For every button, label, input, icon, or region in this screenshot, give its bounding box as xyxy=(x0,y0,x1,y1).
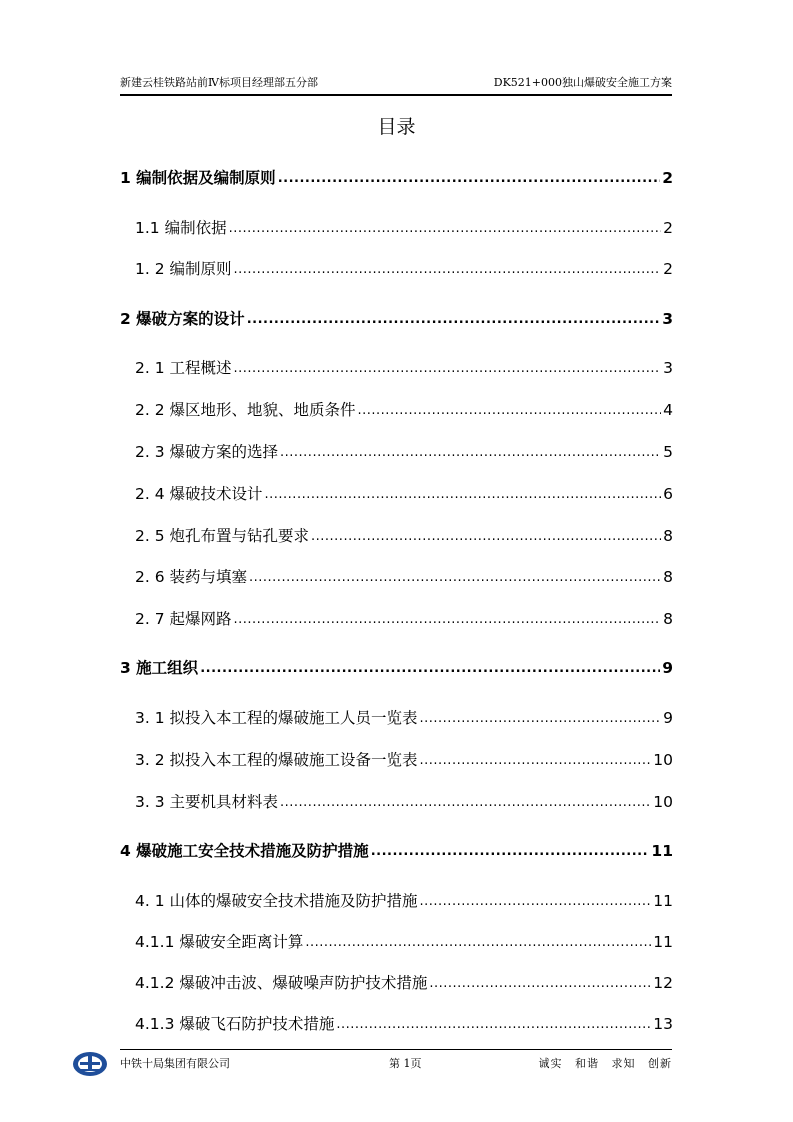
footer-motto: 诚实 和谐 求知 创新 xyxy=(538,1057,672,1070)
toc-entry[interactable] xyxy=(120,652,673,678)
toc-entry-page: 2 xyxy=(663,260,673,278)
toc-leader-dots xyxy=(265,486,662,504)
header-rule xyxy=(120,94,672,96)
toc-entry-title: 2 爆破方案的设计 xyxy=(120,310,245,328)
toc-entry-title: 1.1 编制依据 xyxy=(135,219,227,237)
toc-entry-page: 8 xyxy=(663,568,673,586)
toc-entry-title: 2. 2 爆区地形、地貌、地质条件 xyxy=(135,401,356,419)
toc-entry[interactable] xyxy=(135,394,673,420)
toc-entry-title: 2. 3 爆破方案的选择 xyxy=(135,443,279,461)
toc-leader-dots xyxy=(234,360,662,378)
toc-entry-page: 2 xyxy=(662,169,673,187)
toc-entry-page: 10 xyxy=(653,751,673,769)
toc-entry[interactable] xyxy=(135,478,673,504)
toc-entry-title: 3. 3 主要机具材料表 xyxy=(135,793,279,811)
toc-entry[interactable] xyxy=(120,162,673,188)
toc-entry-page: 2 xyxy=(663,219,673,237)
toc-entry-title: 1 编制依据及编制原则 xyxy=(120,169,276,187)
toc-entry-title: 4.1.2 爆破冲击波、爆破噪声防护技术措施 xyxy=(135,974,428,992)
toc-leader-dots xyxy=(200,660,660,678)
toc-entry-page: 10 xyxy=(653,793,673,811)
toc-leader-dots xyxy=(420,710,662,728)
toc-entry-title: 2. 4 爆破技术设计 xyxy=(135,485,263,503)
toc-leader-dots xyxy=(234,611,662,629)
toc-entry-title: 2. 1 工程概述 xyxy=(135,359,232,377)
header-left-text: 新建云桂铁路站前Ⅳ标项目经理部五分部 xyxy=(120,76,318,89)
toc-entry[interactable] xyxy=(135,744,673,770)
toc-entry-page: 8 xyxy=(663,610,673,628)
toc-entry-page: 8 xyxy=(663,527,673,545)
toc-entry[interactable] xyxy=(135,603,673,629)
page-header xyxy=(120,68,672,92)
footer-company: 中铁十局集团有限公司 xyxy=(120,1057,230,1070)
toc-leader-dots xyxy=(247,311,661,329)
toc-entry[interactable] xyxy=(135,885,673,911)
toc-entry[interactable] xyxy=(135,1008,673,1034)
toc-entry-page: 13 xyxy=(653,1015,673,1033)
footer-page-number: 第 1页 xyxy=(389,1057,422,1070)
company-logo-icon xyxy=(72,1050,108,1078)
toc-entry[interactable] xyxy=(135,352,673,378)
toc-leader-dots xyxy=(234,261,662,279)
toc-entry[interactable] xyxy=(135,967,673,993)
toc-entry-page: 12 xyxy=(653,974,673,992)
toc-entry-page: 9 xyxy=(662,659,673,677)
toc-entry-title: 4 爆破施工安全技术措施及防护措施 xyxy=(120,842,369,860)
toc-leader-dots xyxy=(358,402,662,420)
toc-entry[interactable] xyxy=(135,436,673,462)
toc-entry-page: 11 xyxy=(651,842,673,860)
toc-entry[interactable] xyxy=(135,702,673,728)
toc-entry[interactable] xyxy=(135,212,673,238)
toc-entry-title: 3. 1 拟投入本工程的爆破施工人员一览表 xyxy=(135,709,418,727)
toc-leader-dots xyxy=(311,528,661,546)
toc-entry[interactable] xyxy=(135,561,673,587)
toc-entry-page: 11 xyxy=(653,933,673,951)
toc-entry[interactable] xyxy=(120,303,673,329)
toc-entry[interactable] xyxy=(135,926,673,952)
toc-entry-title: 3 施工组织 xyxy=(120,659,199,677)
toc-entry-title: 4.1.3 爆破飞石防护技术措施 xyxy=(135,1015,335,1033)
toc-entry-title: 3. 2 拟投入本工程的爆破施工设备一览表 xyxy=(135,751,418,769)
toc-entry-page: 6 xyxy=(663,485,673,503)
toc-leader-dots xyxy=(420,752,652,770)
toc-entry[interactable] xyxy=(135,520,673,546)
toc-leader-dots xyxy=(305,934,651,952)
toc-leader-dots xyxy=(336,1016,651,1034)
toc-entry-page: 3 xyxy=(662,310,673,328)
toc-entry-title: 2. 6 装药与填塞 xyxy=(135,568,248,586)
toc-leader-dots xyxy=(371,843,650,861)
toc-entry[interactable] xyxy=(135,786,673,812)
toc-entry-title: 2. 7 起爆网路 xyxy=(135,610,232,628)
toc-entry-page: 11 xyxy=(653,892,673,910)
toc-entry-title: 2. 5 炮孔布置与钻孔要求 xyxy=(135,527,310,545)
toc-entry-page: 4 xyxy=(663,401,673,419)
toc-leader-dots xyxy=(429,975,651,993)
page-footer xyxy=(120,1053,672,1073)
toc-title: 目录 xyxy=(377,116,416,138)
toc-leader-dots xyxy=(420,893,652,911)
toc-leader-dots xyxy=(280,444,661,462)
toc-leader-dots xyxy=(278,170,661,188)
toc-entry-title: 4. 1 山体的爆破安全技术措施及防护措施 xyxy=(135,892,418,910)
toc-leader-dots xyxy=(280,794,651,812)
toc-entry-page: 9 xyxy=(663,709,673,727)
toc-entry-page: 3 xyxy=(663,359,673,377)
toc-leader-dots xyxy=(249,569,661,587)
footer-rule xyxy=(120,1049,672,1050)
toc-leader-dots xyxy=(229,220,662,238)
toc-entry[interactable] xyxy=(120,835,673,861)
toc-entry-title: 4.1.1 爆破安全距离计算 xyxy=(135,933,304,951)
header-right-text: DK521+000独山爆破安全施工方案 xyxy=(493,76,672,89)
toc-entry-title: 1. 2 编制原则 xyxy=(135,260,232,278)
toc-entry[interactable] xyxy=(135,253,673,279)
toc-entry-page: 5 xyxy=(663,443,673,461)
